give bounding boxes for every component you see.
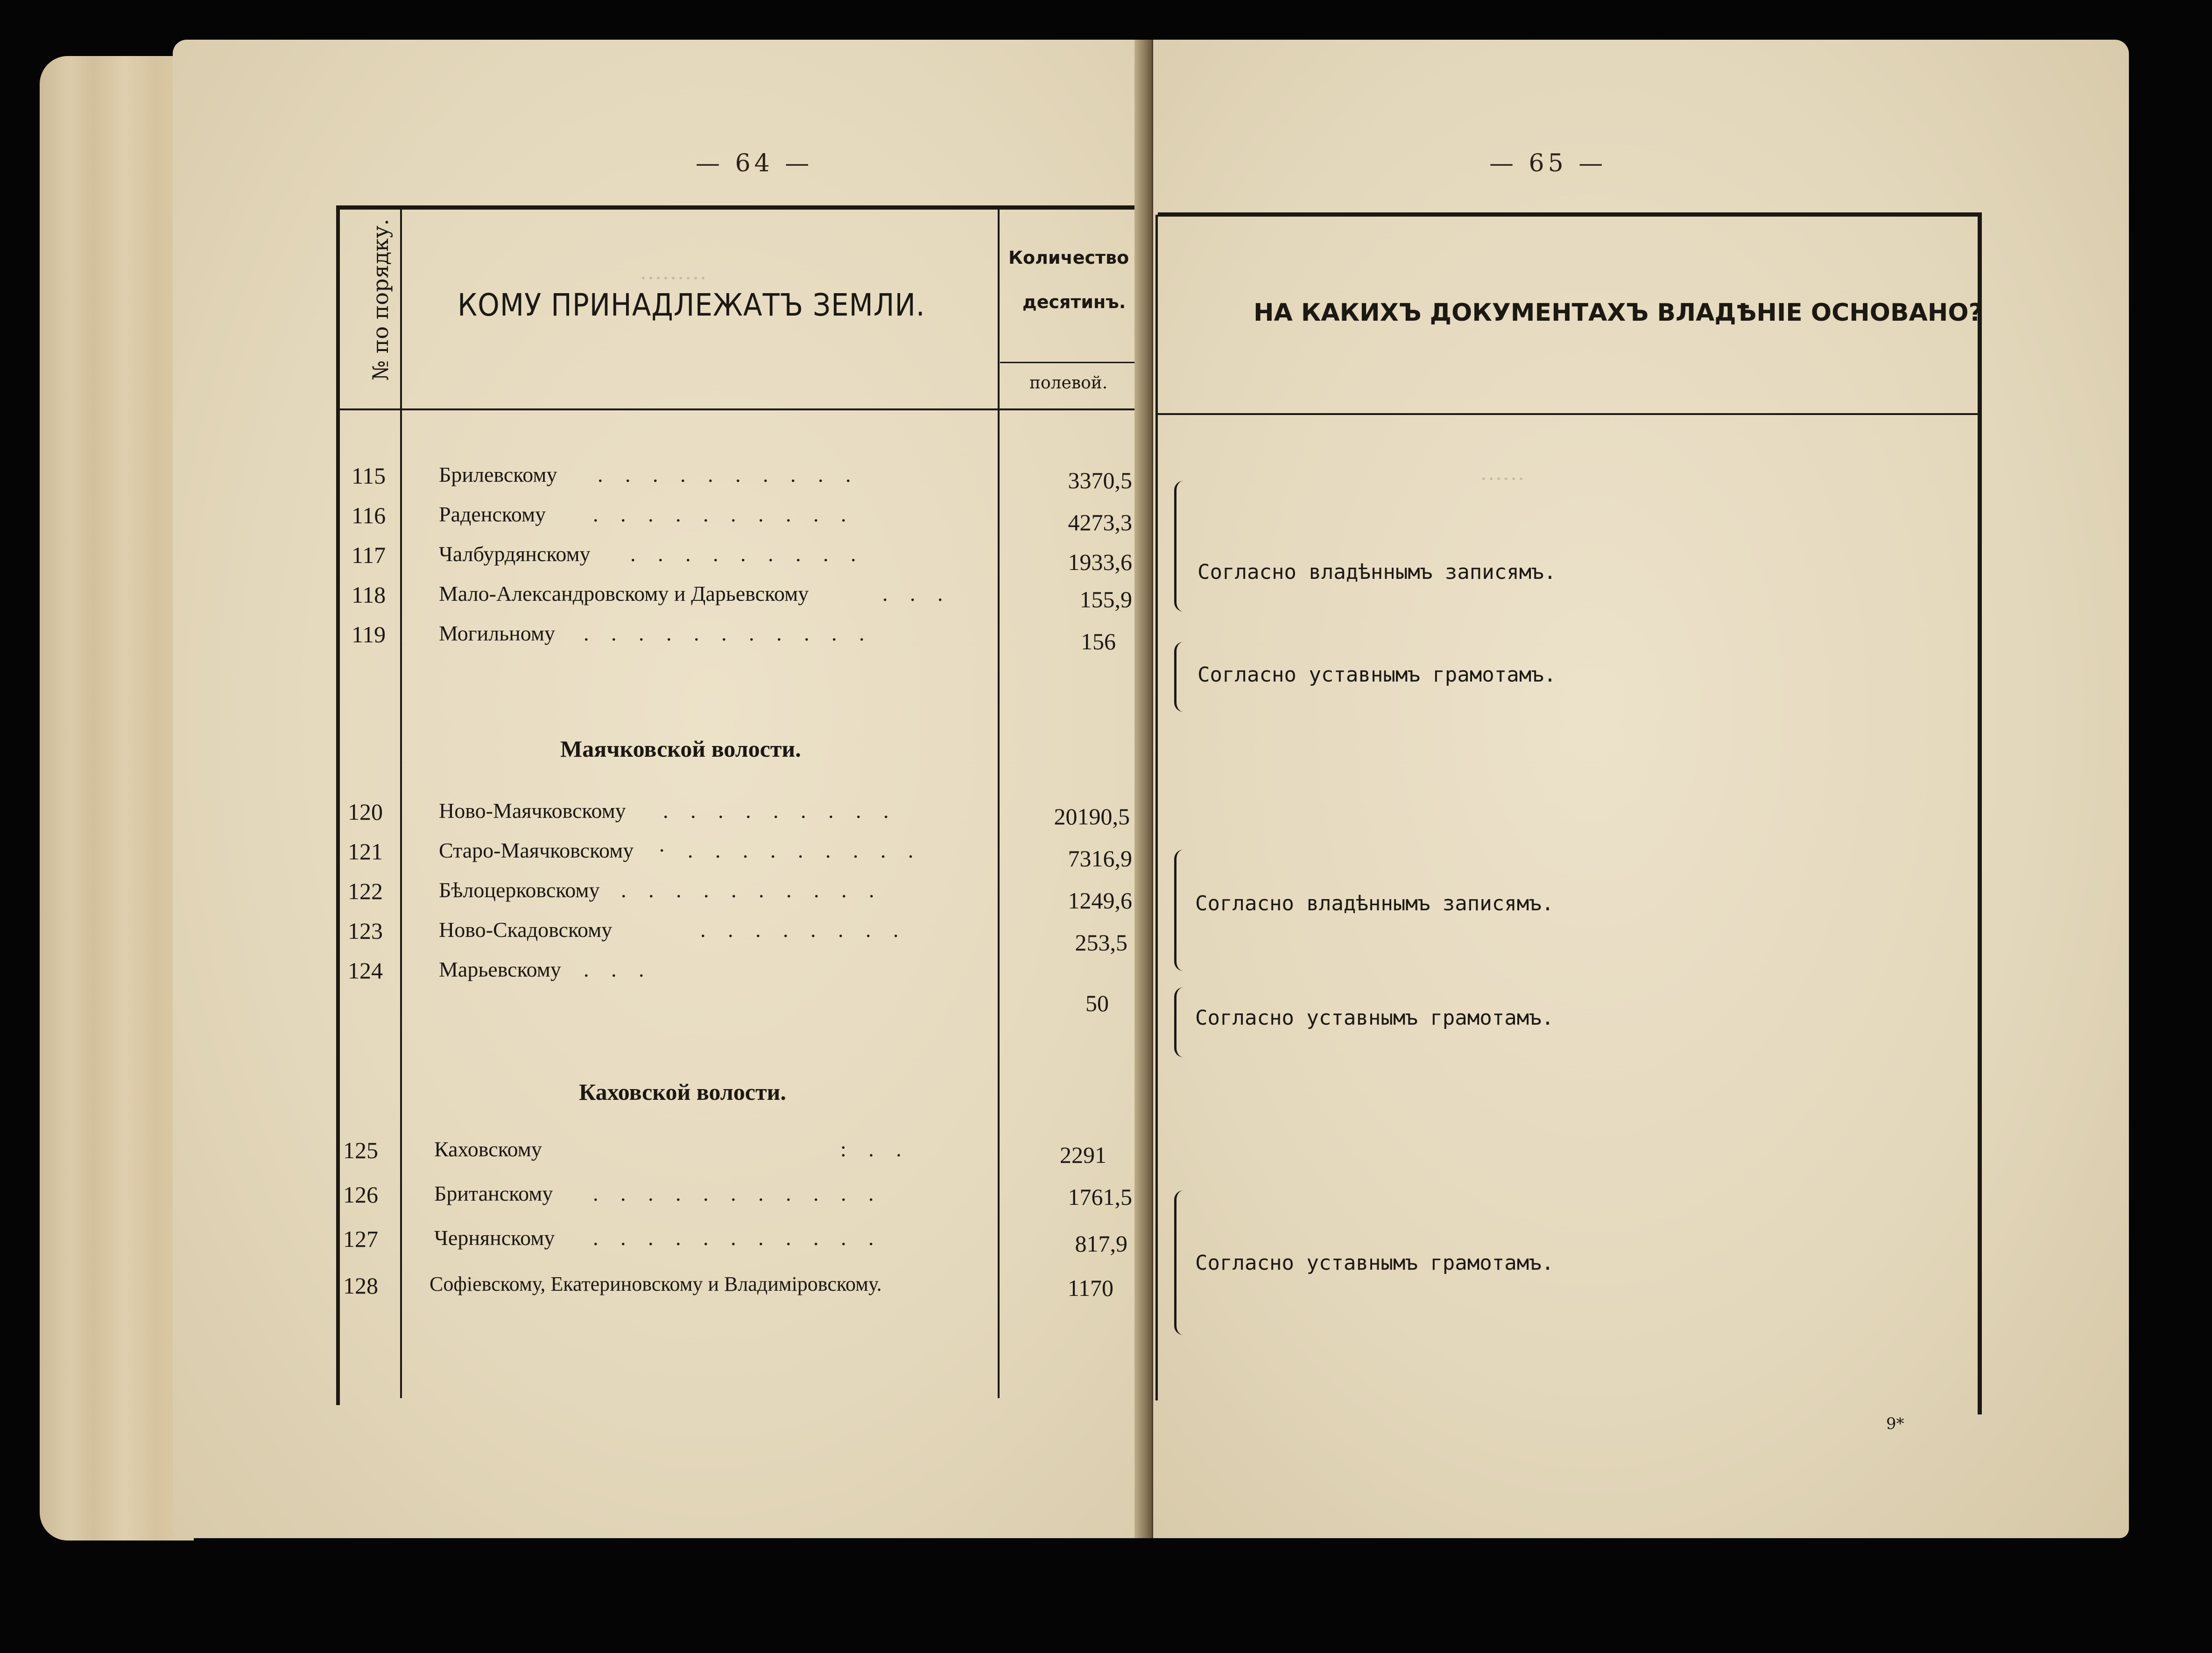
row-number: 125 xyxy=(343,1137,378,1163)
table-top-rule xyxy=(1158,212,1982,217)
table-row xyxy=(173,1225,1148,1263)
leader-dots: . . . . . . . . . . xyxy=(593,502,855,526)
right-page xyxy=(1153,40,2129,1538)
row-owner: Мало-Александровскому и Дарьевскому xyxy=(439,582,809,605)
row-number: 124 xyxy=(348,957,383,984)
table-row xyxy=(173,957,1148,1016)
row-owner: Чалбурдянскому xyxy=(439,542,591,566)
table-row xyxy=(173,1181,1148,1218)
row-amount: 1761,5 xyxy=(1068,1184,1132,1210)
row-amount: 1249,6 xyxy=(1068,887,1132,914)
row-amount: 7316,9 xyxy=(1068,845,1132,872)
table-right-rule xyxy=(1978,215,1982,1414)
table-row xyxy=(173,878,1148,915)
show-through-text: ……… xyxy=(640,260,707,284)
section-heading-mayachkovskoy: Маячковской волости. xyxy=(560,736,801,762)
amount-header-line1: Количество xyxy=(1008,247,1129,268)
row-number: 115 xyxy=(352,463,386,489)
table-row xyxy=(173,838,1148,875)
row-number: 122 xyxy=(348,878,383,904)
section-heading-kakhovskoy: Каховской волости. xyxy=(579,1079,786,1105)
page-stack-edge xyxy=(40,56,194,1540)
row-number: 127 xyxy=(343,1226,378,1252)
row-amount: 20190,5 xyxy=(1054,803,1130,830)
table-left-rule xyxy=(1155,215,1158,1400)
row-amount: 1933,6 xyxy=(1068,549,1132,575)
left-page xyxy=(173,40,1148,1538)
row-owner: Бѣлоцерковскому xyxy=(439,878,600,902)
row-number: 118 xyxy=(352,582,386,608)
page-number-left: — 64 — xyxy=(696,149,813,177)
table-row xyxy=(173,1137,1148,1174)
table-row xyxy=(173,917,1148,955)
row-owner: Брилевскому xyxy=(439,463,557,486)
bracket xyxy=(1174,850,1187,971)
row-number: 126 xyxy=(343,1182,378,1208)
table-row xyxy=(173,581,1148,619)
row-number: 120 xyxy=(348,799,383,825)
table-row xyxy=(173,462,1148,499)
row-owner: Старо-Маячковскому xyxy=(439,838,634,862)
table-row xyxy=(173,798,1148,836)
bracket xyxy=(1174,987,1187,1057)
leader-dots: . . . xyxy=(882,582,951,605)
row-owner: Британскому xyxy=(434,1182,553,1205)
row-amount: 1170 xyxy=(1067,1275,1113,1301)
header-bottom-rule xyxy=(1158,413,1982,415)
leader-dots: . . . . . . . . xyxy=(700,918,907,942)
row-number: 128 xyxy=(343,1273,378,1299)
leader-dots: . . . . . . . . . . xyxy=(598,463,859,486)
leader-dots: : . . xyxy=(840,1137,910,1161)
leader-dots: · . . . . . . . . . xyxy=(658,838,922,862)
row-owner: Каховскому xyxy=(434,1137,542,1161)
bracket xyxy=(1174,1190,1187,1335)
row-amount: 155,9 xyxy=(1079,586,1132,612)
signature-mark: 9* xyxy=(1886,1414,1904,1433)
row-amount: 253,5 xyxy=(1075,929,1127,956)
leader-dots: . . . . . . . . . . . xyxy=(593,1226,882,1250)
basis-entry: Согласно владѣннымъ записямъ. xyxy=(1195,892,1554,915)
row-owner: Ново-Скадовскому xyxy=(439,918,613,942)
basis-column-header: НА КАКИХЪ ДОКУМЕНТАХЪ ВЛАДѢНІЕ ОСНОВАНО? xyxy=(1254,299,1983,327)
row-owner: Могильному xyxy=(439,621,556,645)
table-row xyxy=(173,542,1148,579)
row-amount: 156 xyxy=(1081,628,1116,654)
table-row xyxy=(173,502,1148,539)
table-row xyxy=(173,621,1148,658)
owner-column-header: КОМУ ПРИНАДЛЕЖАТЪ ЗЕМЛИ. xyxy=(458,287,925,323)
row-number: 121 xyxy=(348,838,383,865)
bracket xyxy=(1174,642,1187,712)
bracket xyxy=(1174,481,1187,612)
number-column-header: № по порядку. xyxy=(368,218,393,381)
leader-dots: . . . . . . . . . . xyxy=(621,878,883,902)
row-owner: Ново-Маячковскому xyxy=(439,799,626,823)
amount-subheader: полевой. xyxy=(1029,373,1108,393)
row-amount: 4273,3 xyxy=(1068,509,1132,535)
row-number: 116 xyxy=(352,502,386,528)
row-amount: 50 xyxy=(1085,990,1109,1016)
basis-entry: Согласно уставнымъ грамотамъ. xyxy=(1195,1006,1554,1030)
row-owner: Софіевскому, Екатериновскому и Владиміровскому. xyxy=(430,1273,882,1295)
leader-dots: . . . . . . . . . xyxy=(663,799,897,823)
basis-entry: Согласно уставнымъ грамотамъ. xyxy=(1198,663,1557,687)
leader-dots: . . . . . . . . . xyxy=(630,542,865,566)
row-number: 123 xyxy=(348,918,383,944)
basis-entry: Согласно уставнымъ грамотамъ. xyxy=(1195,1251,1554,1275)
amount-header-line2: десятинъ. xyxy=(1022,292,1126,312)
row-number: 119 xyxy=(352,621,386,647)
amount-sub-rule xyxy=(1000,362,1140,363)
row-amount: 817,9 xyxy=(1075,1231,1127,1257)
table-row xyxy=(173,1272,1148,1309)
row-owner: Марьевскому xyxy=(439,957,561,981)
leader-dots: . . . . . . . . . . . xyxy=(584,621,873,645)
row-owner: Раденскому xyxy=(439,502,546,526)
row-owner: Чернянскому xyxy=(434,1226,555,1250)
page-number-right: — 65 — xyxy=(1489,149,1607,177)
row-amount: 2291 xyxy=(1060,1142,1106,1168)
basis-entry: Согласно владѣннымъ записямъ. xyxy=(1198,560,1557,584)
leader-dots: . . . xyxy=(584,957,653,981)
show-through-text: …… xyxy=(1480,460,1525,485)
leader-dots: . . . . . . . . . . . xyxy=(593,1182,882,1205)
row-number: 117 xyxy=(352,542,386,568)
row-amount: 3370,5 xyxy=(1068,467,1132,493)
